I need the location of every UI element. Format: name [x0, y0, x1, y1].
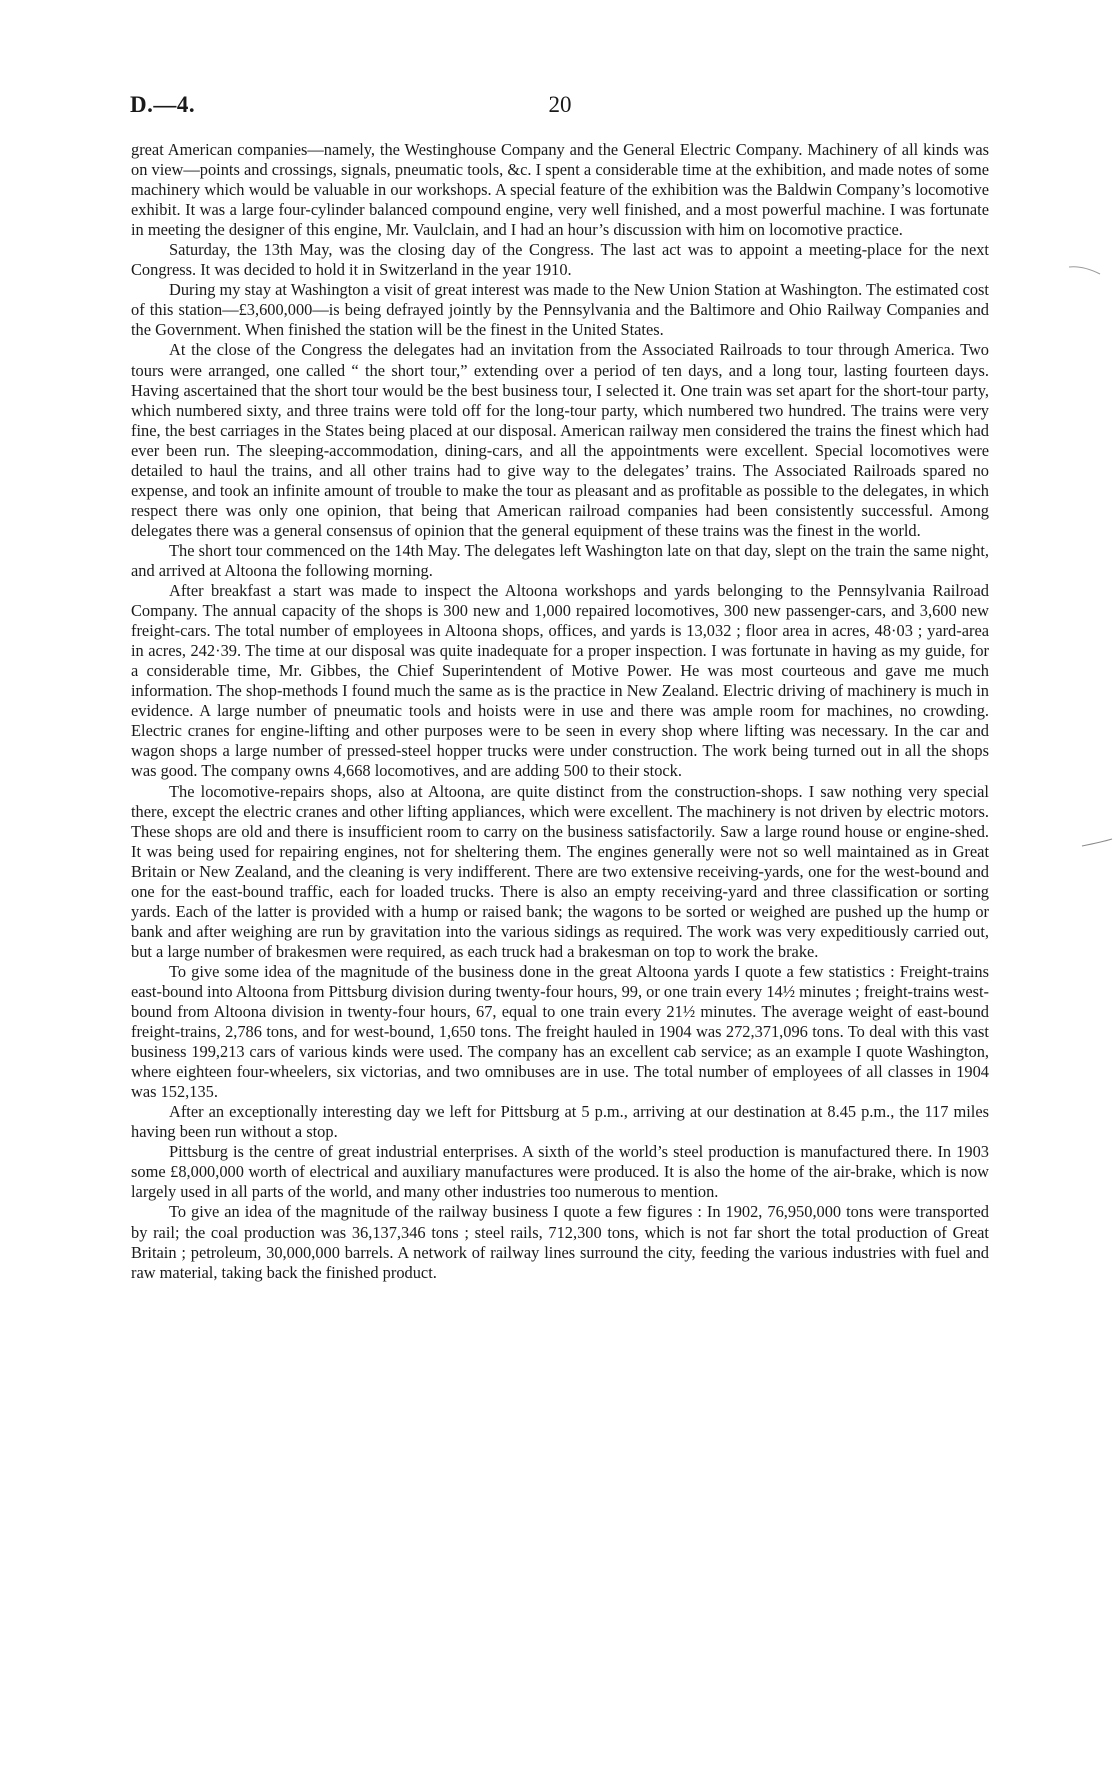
paragraph-altoona-workshops: After breakfast a start was made to inspect the Altoona workshops and yards belonging to the Pennsylvania Railroad Company. The annual capacity of the shops is 300 new and 1,000 repaired locomotives, 300 new passenger-cars, and 3,600 new freight-cars. The total number of employees in Altoona shops, offices, and yards is 13,032 ; floor area in acres, 48·03 ; yard-area in acres, 242·39. The time at our disposal was quite inadequate for a proper inspection. I was fortunate in having as my guide, for a considerable time, Mr. Gibbes, the Chief Superintendent of Motive Power. He was most courteous and gave me much information. The shop-methods I found much the same as is the practice in New Zealand. Electric driving of machinery is much in evidence. A large number of pneumatic tools and hoists were in use and there was ample room for machines, no crowding. Electric cranes for engine-lifting and other purposes were to be seen in every shop where lifting was necessary. In the car and wagon shops a large number of pressed-steel hopper trucks were under construction. The work being turned out in all the shops was good. The company owns 4,668 locomotives, and are adding 500 to their stock.	[131, 581, 989, 781]
paragraph-tours: At the close of the Congress the delegates had an invitation from the Associated Railroads to tour through America. Two tours were arranged, one called “ the short tour,” extending over a period of ten days, and a long tour, lasting fourteen days. Having ascertained that the short tour would be the best business tour, I selected it. One train was set apart for the short-tour party, which numbered sixty, and three trains were told off for the long-tour party, which numbered two hundred. The trains were very fine, the best carriages in the States being placed at our disposal. American railway men considered the trains the finest which had ever been run. The sleeping-accommodation, dining-cars, and all the appointments were excellent. Special locomotives were detailed to haul the trains, and all other trains had to give way to the delegates’ trains. The Associated Railroads spared no expense, and took an infinite amount of trouble to make the tour as pleasant and as profitable as possible to the delegates, in which respect there was only one opinion, that being that American railroad companies had been consistently successful. Among delegates there was a general consensus of opinion that the general equipment of these trains was the finest in the world.	[131, 340, 989, 540]
body-text	[131, 140, 989, 1283]
paragraph-to-pittsburg: After an exceptionally interesting day we left for Pittsburg at 5 p.m., arriving at our destination at 8.45 p.m., the 117 miles having been run without a stop.	[131, 1102, 989, 1142]
paragraph-union-station: During my stay at Washington a visit of great interest was made to the New Union Station at Washington. The estimated cost of this station—£3,600,000—is being defrayed jointly by the Pennsylvania and the Baltimore and Ohio Railway Companies and the Government. When finished the station will be the finest in the United States.	[131, 280, 989, 340]
margin-scan-mark	[1068, 262, 1102, 276]
paragraph-pittsburg-industry: Pittsburg is the centre of great industrial enterprises. A sixth of the world’s steel production is manufactured there. In 1903 some £8,000,000 worth of electrical and auxiliary manufactures were produced. It is also the home of the air-brake, which is now largely used in all parts of the world, and many other industries too numerous to mention.	[131, 1142, 989, 1202]
paragraph-closing-day: Saturday, the 13th May, was the closing day of the Congress. The last act was to appoint a meeting-place for the next Congress. It was decided to hold it in Switzerland in the year 1910.	[131, 240, 989, 280]
page-header	[130, 92, 990, 124]
paragraph-continuation: great American companies—namely, the Westinghouse Company and the General Electric Company. Machinery of all kinds was on view—points and crossings, signals, pneumatic tools, &c. I spent a considerable time at the exhibition, and made notes of some machinery which would be valuable in our workshops. A special feature of the exhibition was the Baldwin Company’s locomotive exhibit. It was a large four-cylinder balanced compound engine, very well finished, and a most powerful machine. I was fortunate in meeting the designer of this engine, Mr. Vaulclain, and I had an hour’s discussion with him on locomotive practice.	[131, 140, 989, 240]
document-reference: D.—4.	[130, 92, 196, 117]
page-number: 20	[548, 92, 572, 117]
paragraph-short-tour: The short tour commenced on the 14th May. The delegates left Washington late on that day, slept on the train the same night, and arrived at Altoona the following morning.	[131, 540, 989, 580]
margin-scan-mark	[1080, 836, 1114, 850]
paragraph-repair-shops: The locomotive-repairs shops, also at Altoona, are quite distinct from the construction-shops. I saw nothing very special there, except the electric cranes and other lifting appliances, which were excellent. The machinery is not driven by electric motors. These shops are old and there is insufficient room to carry on the business satisfactorily. Saw a large round house or engine-shed. It was being used for repairing engines, not for sheltering them. The engines generally were not so well maintained as in Great Britain or New Zealand, and the cleaning is very indifferent. There are two extensive receiving-yards, one for the west-bound and one for the east-bound traffic, each for loaded trucks. There is also an empty receiving-yard and three classification or sorting yards. Each of the latter is provided with a hump or raised bank; the wagons to be sorted or weighed are pushed up the hump or bank and after weighing are run by gravitation into the various sidings as required. The work was very expeditiously carried out, but a large number of brakesmen were required, as each truck had a brakesman on top to work the brake.	[131, 781, 989, 961]
paragraph-altoona-statistics: To give some idea of the magnitude of the business done in the great Altoona yards I quote a few statistics : Freight-trains east-bound into Altoona from Pittsburg division during twenty-four hours, 99, or one train every 14½ minutes ; freight-trains west-bound from Altoona division in twenty-four hours, 67, equal to one train every 21½ minutes. The average weight of east-bound freight-trains, 2,786 tons, and for west-bound, 1,650 tons. The freight hauled in 1904 was 272,371,096 tons. To deal with this vast business 199,213 cars of various kinds were used. The company has an excellent cab service; as an example I quote Washington, where eighteen four-wheelers, six victorias, and two omnibuses are in use. The total number of employees of all classes in 1904 was 152,135.	[131, 961, 989, 1102]
paragraph-railway-figures: To give an idea of the magnitude of the railway business I quote a few figures : In 1902, 76,950,000 tons were transported by rail; the coal production was 36,137,346 tons ; steel rails, 712,300 tons, which is not far short the total production of Great Britain ; petroleum, 30,000,000 barrels. A network of railway lines surround the city, feeding the various industries with fuel and raw material, taking back the finished product.	[131, 1202, 989, 1282]
